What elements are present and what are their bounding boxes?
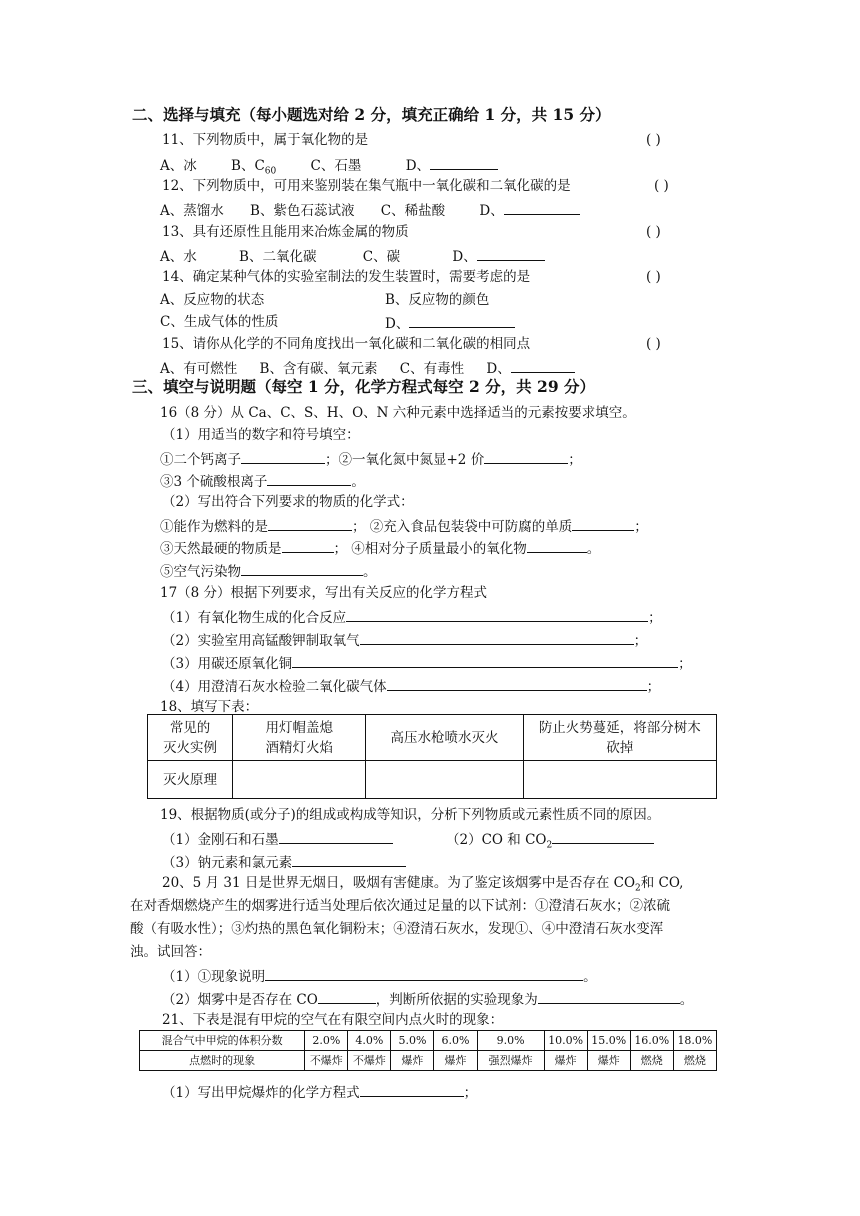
- q20-line-2: 在对香烟燃烧产生的烟雾进行适当处理后依次通过足量的以下试剂：①澄清石灰水；②浓硫: [130, 898, 670, 914]
- q19-blank-2[interactable]: [552, 829, 654, 844]
- q13-option-d: D、: [452, 249, 477, 265]
- section2-heading: 二、选择与填充（每小题选对给 2 分，填充正确给 1 分，共 15 分）: [132, 105, 611, 124]
- q18-header-water-cannon: 高压水枪喷水灭火: [366, 715, 523, 761]
- q20-blank-co[interactable]: [318, 989, 376, 1004]
- q19-item-1: （1）金刚石和石墨: [162, 829, 393, 849]
- q12-stem: 12、下列物质中，可用来鉴别装在集气瓶中一氧化碳和二氧化碳的是: [162, 178, 571, 194]
- q16-blank-calcium-ions[interactable]: [241, 449, 325, 464]
- q19-item-2: （2）CO 和 $CO_2$: [446, 829, 654, 849]
- q16-part1-line2: ③3 个硫酸根离子 。: [160, 471, 365, 491]
- q21-volume-fraction-cell: 9.0%: [477, 1031, 544, 1051]
- q11-answer-bracket: ( ): [646, 132, 661, 148]
- q21-volume-fraction-cell: 16.0%: [630, 1031, 673, 1051]
- q21-volume-fraction-cell: 4.0%: [348, 1031, 391, 1051]
- q21-phenomenon-cell: 爆炸: [391, 1051, 434, 1071]
- q19-item-3: （3）钠元素和氯元素: [162, 852, 406, 872]
- q16-part2-line1: ①能作为燃料的是 ； ②充入食品包装袋中可防腐的单质 ；: [160, 516, 648, 536]
- section3-heading: 三、填空与说明题（每空 1 分，化学方程式每空 2 分，共 29 分）: [132, 377, 596, 396]
- q21-phenomenon-cell: 不爆炸: [305, 1051, 348, 1071]
- q14-stem: 14、确定某种气体的实验室制法的发生装置时，需要考虑的是: [162, 269, 531, 285]
- q20-blank-1[interactable]: [265, 966, 583, 981]
- q18-cell-water-cannon[interactable]: [366, 761, 523, 799]
- q18-header-example: 常见的 灭火实例: [148, 715, 233, 761]
- q21-row2-label: 点燃时的现象: [140, 1051, 305, 1071]
- q19-stem: 19、根据物质(或分子)的组成或构成等知识，分析下列物质或元素性质不同的原因。: [160, 807, 661, 823]
- q16-blank-nitrogen-valence[interactable]: [484, 449, 568, 464]
- q11-option-b: B、$C_{60}$: [231, 158, 277, 177]
- q20-blank-evidence[interactable]: [538, 989, 680, 1004]
- q21-phenomenon-cell: 燃烧: [673, 1051, 716, 1071]
- q13-option-b: B、二氧化碳: [239, 249, 317, 265]
- q12-option-d: D、: [479, 203, 504, 219]
- q11-options: [160, 155, 498, 175]
- q11-option-d: D、: [405, 158, 431, 174]
- q16-stem: 16（8 分）从 Ca、C、S、H、O、N 六种元素中选择适当的元素按要求填空。: [160, 405, 636, 421]
- q21-phenomenon-cell: 强烈爆炸: [477, 1051, 544, 1071]
- q18-header-cut-trees: 防止火势蔓延，将部分树木 砍掉: [523, 715, 716, 761]
- q21-volume-fraction-cell: 10.0%: [544, 1031, 587, 1051]
- q21-answer-1: （1）写出甲烷爆炸的化学方程式 ；: [162, 1082, 477, 1102]
- q14-option-b: B、反应物的颜色: [385, 292, 490, 308]
- q17-item-4: （4）用澄清石灰水检验二氧化碳气体 ；: [162, 676, 660, 696]
- q16-part2-title: （2）写出符合下列要求的物质的化学式：: [162, 494, 414, 510]
- q17-item-1: （1）有氧化物生成的化合反应 ；: [162, 607, 662, 627]
- q12-option-c: C、稀盐酸: [380, 203, 446, 219]
- q15-option-d: D、: [486, 361, 511, 377]
- q20-line-1: 20、5 月 31 日是世界无烟日，吸烟有害健康。为了鉴定该烟雾中是否存在 $CO_2$和 CO,: [162, 875, 684, 894]
- q15-stem: 15、请你从化学的不同角度找出一氧化碳和二氧化碳的相同点: [162, 336, 531, 352]
- q11-stem: 11、下列物质中，属于氧化物的是: [162, 132, 369, 148]
- q13-option-c: C、碳: [362, 249, 401, 265]
- q14-answer-bracket: ( ): [646, 269, 661, 285]
- q21-phenomenon-cell: 燃烧: [630, 1051, 673, 1071]
- q21-volume-fraction-cell: 15.0%: [587, 1031, 630, 1051]
- q21-phenomenon-cell: 爆炸: [587, 1051, 630, 1071]
- q14-blank[interactable]: [409, 313, 515, 328]
- q20-line-4: 浊。试回答：: [130, 944, 211, 960]
- q16-part1-line1: ①二个钙离子 ；②一氧化氮中氮显+2 价 ；: [160, 449, 582, 469]
- q16-blank-fuel[interactable]: [268, 516, 352, 531]
- q17-blank-3[interactable]: [292, 653, 678, 668]
- q17-blank-1[interactable]: [346, 607, 648, 622]
- q21-stem: 21、下表是混有甲烷的空气在有限空间内点火时的现象：: [162, 1012, 504, 1028]
- q16-blank-pollutant[interactable]: [241, 561, 363, 576]
- q20-line-3: 酸（有吸水性）；③灼热的黑色氧化铜粉末；④澄清石灰水，发现①、④中澄清石灰水变浑: [130, 921, 664, 937]
- q16-part2-line2: ③天然最硬的物质是 ； ④相对分子质量最小的氧化物 。: [160, 538, 600, 558]
- q20-answer-1: （1）①现象说明 。: [162, 966, 597, 986]
- q21-volume-fraction-cell: 6.0%: [434, 1031, 477, 1051]
- q13-option-a: A、水: [160, 249, 197, 265]
- q21-phenomenon-cell: 爆炸: [434, 1051, 477, 1071]
- q12-option-b: B、紫色石蕊试液: [250, 203, 355, 219]
- q21-table: [139, 1030, 717, 1071]
- q14-option-d: D、: [385, 313, 515, 333]
- q20-answer-2: （2）烟雾中是否存在 CO ，判断所依据的实验现象为 。: [162, 989, 693, 1009]
- q18-cell-cut-trees[interactable]: [523, 761, 716, 799]
- q12-answer-bracket: ( ): [654, 178, 669, 194]
- q11-option-a: A、冰: [160, 158, 197, 174]
- q18-header-lamp-cap: 用灯帽盖熄 酒精灯火焰: [233, 715, 366, 761]
- q18-row-label: 灭火原理: [148, 761, 233, 799]
- q17-item-2: （2）实验室用高锰酸钾制取氧气 ；: [162, 630, 647, 650]
- q11-option-c: C、石墨: [310, 158, 362, 174]
- q17-blank-4[interactable]: [387, 676, 647, 691]
- q16-blank-lightest-oxide[interactable]: [527, 538, 587, 553]
- q11-blank[interactable]: [430, 155, 498, 170]
- q21-phenomenon-cell: 不爆炸: [348, 1051, 391, 1071]
- q21-volume-fraction-cell: 5.0%: [391, 1031, 434, 1051]
- q15-option-c: C、有毒性: [399, 361, 465, 377]
- q21-row1-label: 混合气中甲烷的体积分数: [140, 1031, 305, 1051]
- q17-item-3: （3）用碳还原氧化铜 ；: [162, 653, 692, 673]
- q18-stem: 18、填写下表：: [160, 699, 259, 715]
- q15-options: [160, 358, 575, 378]
- q15-option-b: B、含有碳、氧元素: [259, 361, 378, 377]
- q12-blank[interactable]: [504, 200, 580, 215]
- q16-part1-title: （1）用适当的数字和符号填空：: [162, 427, 360, 443]
- q18-cell-lamp-cap[interactable]: [233, 761, 366, 799]
- q13-options: [160, 246, 545, 266]
- q12-options: [160, 200, 580, 220]
- q21-phenomenon-cell: 爆炸: [544, 1051, 587, 1071]
- q15-answer-bracket: ( ): [646, 336, 661, 352]
- q16-blank-hardest[interactable]: [282, 538, 334, 553]
- q15-blank[interactable]: [511, 358, 575, 373]
- q15-option-a: A、有可燃性: [160, 361, 238, 377]
- q16-blank-sulfate-ions[interactable]: [267, 471, 351, 486]
- q13-blank[interactable]: [477, 246, 545, 261]
- q19-blank-3[interactable]: [292, 852, 406, 867]
- q13-stem: 13、具有还原性且能用来冶炼金属的物质: [162, 224, 409, 240]
- q21-volume-fraction-cell: 2.0%: [305, 1031, 348, 1051]
- q17-blank-2[interactable]: [360, 630, 634, 645]
- q12-option-a: A、蒸馏水: [160, 203, 224, 219]
- q13-answer-bracket: ( ): [646, 224, 661, 240]
- q18-table: [147, 714, 717, 799]
- q21-blank-1[interactable]: [360, 1082, 464, 1097]
- q19-blank-1[interactable]: [279, 829, 393, 844]
- q16-blank-preservative[interactable]: [572, 516, 634, 531]
- q16-part2-line3: ⑤空气污染物 。: [160, 561, 377, 581]
- q14-option-c: C、生成气体的性质: [160, 314, 279, 330]
- q17-stem: 17（8 分）根据下列要求，写出有关反应的化学方程式: [160, 585, 488, 601]
- q14-option-a: A、反应物的状态: [160, 292, 265, 308]
- q21-volume-fraction-cell: 18.0%: [673, 1031, 716, 1051]
